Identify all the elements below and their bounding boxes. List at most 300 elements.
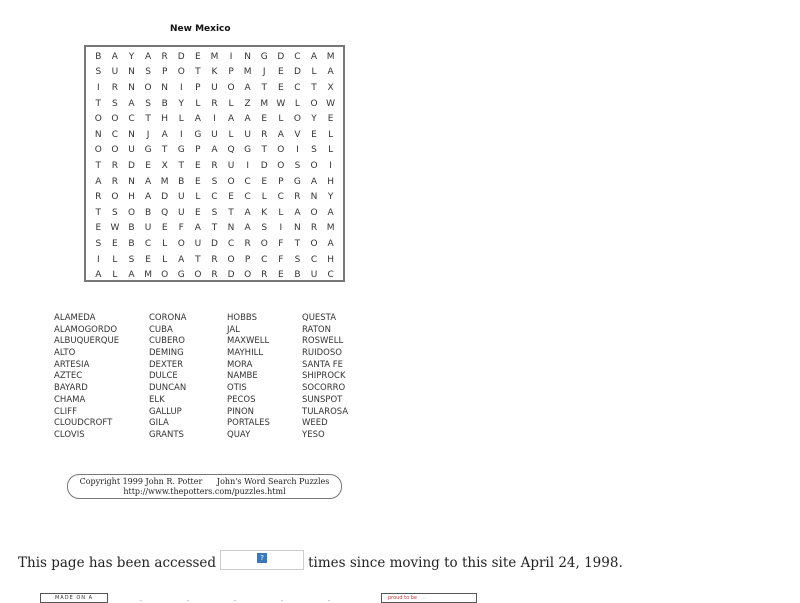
grid-cell: W: [110, 223, 120, 234]
grid-cell: A: [95, 270, 102, 281]
broken-image-icon: ?: [257, 553, 267, 563]
grid-cell: Q: [227, 145, 235, 156]
grid-cell: A: [144, 176, 152, 187]
grid-cell: O: [277, 145, 285, 156]
grid-cell: U: [144, 223, 152, 234]
grid-cell: B: [95, 51, 102, 62]
grid-cell: O: [310, 238, 318, 249]
word-list-item: ARTESIA: [54, 359, 90, 370]
grid-cell: O: [260, 238, 268, 249]
grid-cell: S: [294, 254, 301, 265]
grid-cell: L: [294, 98, 300, 109]
grid-cell: B: [128, 223, 135, 234]
grid-cell: O: [293, 114, 301, 125]
grid-cell: L: [195, 192, 201, 203]
grid-cell: L: [195, 98, 201, 109]
word-list-item: YESO: [302, 429, 325, 440]
grid-cell: Z: [244, 98, 251, 109]
grid-cell: D: [177, 51, 185, 62]
grid-cell: T: [261, 145, 267, 156]
word-list-item: ROSWELL: [302, 336, 344, 347]
grid-cell: S: [261, 223, 268, 234]
word-list-item: DEMING: [149, 348, 184, 359]
grid-cell: C: [128, 114, 135, 125]
access-counter-line: [18, 553, 623, 573]
grid-cell: D: [227, 270, 235, 281]
grid-cell: O: [127, 207, 136, 218]
grid-cell: S: [95, 67, 102, 78]
grid-cell: G: [177, 270, 185, 281]
grid-cell: T: [195, 67, 201, 78]
grid-cell: H: [128, 192, 135, 203]
grid-cell: D: [293, 67, 301, 78]
grid-cell: A: [327, 207, 334, 218]
word-list-item: SANTA FE: [302, 359, 344, 370]
grid-cell: M: [160, 176, 169, 187]
dot: .: [281, 596, 283, 603]
grid-cell: J: [146, 129, 150, 140]
grid-cell: E: [161, 223, 168, 234]
word-list-item: DUNCAN: [149, 383, 187, 394]
word-list-item: CLIFF: [54, 406, 77, 417]
grid-cell: A: [244, 114, 251, 125]
grid-cell: T: [145, 114, 151, 125]
grid-cell: E: [277, 270, 284, 281]
grid-cell: A: [277, 129, 284, 140]
copyright-url-link[interactable]: http://www.thepotters.com/puzzles.html: [123, 487, 286, 496]
grid-cell: M: [326, 51, 335, 62]
word-list-item: DEXTER: [149, 359, 184, 370]
grid-cell: T: [161, 145, 168, 156]
grid-cell: T: [294, 238, 301, 249]
grid-cell: O: [310, 207, 318, 218]
proud-badge-faded-text: ...: [420, 595, 426, 601]
grid-cell: O: [227, 82, 235, 93]
word-list-item: MORA: [227, 359, 253, 370]
grid-cell: G: [293, 176, 301, 187]
grid-row: [90, 143, 339, 159]
word-list-item: OTIS: [227, 383, 247, 394]
word-list-item: ALAMOGORDO: [54, 324, 118, 335]
grid-cell: P: [244, 254, 251, 265]
grid-cell: O: [177, 67, 185, 78]
grid-cell: N: [128, 176, 135, 187]
grid-cell: I: [296, 145, 299, 156]
grid-cell: O: [277, 160, 285, 171]
grid-cell: C: [244, 176, 251, 187]
grid-cell: A: [144, 192, 152, 203]
grid-cell: R: [95, 192, 102, 203]
grid-cell: T: [95, 207, 102, 218]
grid-cell: A: [111, 51, 118, 62]
grid-cell: A: [244, 207, 251, 218]
grid-cell: E: [195, 207, 201, 218]
word-list-item: GRANTS: [149, 429, 184, 440]
grid-cell: O: [94, 114, 102, 125]
word-list-column-1: [54, 313, 119, 442]
grid-cell: G: [144, 145, 152, 156]
grid-row: [90, 252, 339, 268]
grid-cell: E: [228, 192, 234, 203]
grid-cell: L: [328, 129, 334, 140]
copyright-box: [67, 474, 342, 499]
word-list-item: GILA: [149, 418, 169, 429]
grid-cell: B: [294, 270, 301, 281]
word-list-item: CLOVIS: [54, 429, 85, 440]
dot: .: [140, 596, 142, 603]
grid-cell: A: [310, 51, 318, 62]
word-list-item: PORTALES: [227, 418, 270, 429]
grid-cell: S: [294, 160, 301, 171]
grid-cell: F: [278, 254, 284, 265]
grid-cell: A: [128, 98, 135, 109]
grid-cell: M: [144, 270, 152, 281]
word-list-item: AZTEC: [54, 371, 83, 382]
grid-cell: A: [244, 223, 251, 234]
grid-cell: U: [211, 129, 218, 140]
word-list-item: CLOUDCROFT: [54, 418, 113, 429]
grid-cell: H: [161, 114, 169, 125]
grid-cell: O: [161, 270, 169, 281]
access-suffix: times since moving to this site April 24, 1998.: [308, 555, 623, 571]
dot: .: [328, 596, 330, 603]
word-list-item: CHAMA: [54, 394, 86, 405]
grid-cell: N: [128, 67, 135, 78]
grid-cell: W: [276, 98, 286, 109]
word-list-item: PECOS: [227, 394, 256, 405]
grid-cell: I: [279, 223, 283, 234]
grid-cell: E: [261, 176, 268, 187]
grid-cell: U: [111, 67, 119, 78]
grid-cell: B: [161, 98, 168, 109]
grid-row: [90, 96, 339, 112]
grid-cell: L: [328, 145, 334, 156]
grid-cell: I: [179, 129, 183, 140]
word-list-item: CUBERO: [149, 336, 185, 347]
grid-cell: N: [294, 223, 301, 234]
grid-cell: L: [112, 270, 118, 281]
word-list-item: ALBUQUERQUE: [54, 336, 120, 347]
grid-cell: Y: [178, 98, 185, 109]
grid-cell: R: [294, 192, 301, 203]
grid-cell: G: [260, 51, 268, 62]
grid-cell: S: [311, 145, 317, 156]
grid-cell: L: [311, 67, 317, 78]
grid-cell: U: [194, 238, 202, 249]
grid-cell: E: [195, 160, 201, 171]
grid-cell: L: [228, 98, 234, 109]
grid-cell: L: [178, 114, 184, 125]
grid-cell: V: [294, 129, 301, 140]
grid-cell: C: [244, 192, 251, 203]
word-list-item: RATON: [302, 324, 331, 335]
grid-cell: N: [310, 192, 318, 203]
grid-cell: R: [211, 254, 218, 265]
hit-counter-image: [220, 550, 304, 570]
grid-cell: Y: [128, 51, 135, 62]
grid-cell: S: [112, 207, 118, 218]
proud-to-be-badge[interactable]: [381, 593, 477, 603]
grid-cell: S: [211, 176, 218, 187]
grid-cell: T: [261, 82, 267, 93]
word-list-item: HOBBS: [227, 313, 257, 323]
grid-row: [90, 189, 339, 205]
grid-cell: R: [111, 176, 119, 187]
grid-cell: O: [310, 98, 318, 109]
grid-cell: O: [111, 145, 119, 156]
grid-cell: H: [327, 254, 334, 265]
grid-row: [90, 80, 339, 96]
grid-cell: O: [194, 270, 202, 281]
grid-cell: E: [145, 160, 151, 171]
grid-cell: O: [144, 82, 152, 93]
grid-cell: N: [128, 129, 135, 140]
grid-cell: N: [94, 129, 102, 140]
word-list-item: GALLUP: [149, 406, 182, 417]
word-list-item: NAMBE: [227, 371, 258, 382]
grid-cell: A: [327, 238, 334, 249]
grid-cell: A: [128, 270, 135, 281]
grid-cell: A: [227, 114, 235, 125]
word-list-item: ELK: [149, 394, 165, 405]
grid-cell: X: [161, 160, 168, 171]
grid-cell: G: [177, 145, 185, 156]
grid-cell: U: [177, 192, 185, 203]
grid-cell: P: [278, 176, 284, 187]
grid-cell: I: [246, 160, 249, 171]
grid-cell: A: [310, 176, 318, 187]
grid-cell: E: [95, 223, 102, 234]
grid-cell: S: [128, 254, 135, 265]
grid-cell: P: [195, 82, 201, 93]
grid-cell: C: [211, 192, 218, 203]
grid-cell: Y: [311, 114, 317, 125]
grid-cell: R: [244, 238, 251, 249]
grid-cell: R: [261, 129, 268, 140]
word-list-column-2: [149, 313, 186, 442]
access-prefix: This page has been accessed: [18, 555, 217, 571]
word-list-item: TULAROSA: [302, 406, 349, 417]
grid-cell: I: [229, 51, 233, 62]
proud-badge-label: proud to be: [388, 595, 417, 601]
grid-cell: I: [213, 114, 216, 125]
grid-cell: R: [211, 270, 218, 281]
grid-cell: B: [128, 238, 135, 249]
grid-cell: E: [327, 114, 334, 125]
grid-cell: P: [161, 67, 168, 78]
grid-cell: E: [277, 82, 284, 93]
grid-cell: D: [161, 192, 169, 203]
grid-cell: A: [194, 114, 201, 125]
grid-cell: T: [95, 98, 102, 109]
grid-cell: Q: [161, 207, 169, 218]
grid-row: [90, 65, 339, 81]
word-list-item: WEED: [302, 418, 328, 429]
grid-cell: D: [128, 160, 135, 171]
grid-cell: I: [96, 254, 100, 265]
copyright-owner: Copyright 1999 John R. Potter: [79, 477, 203, 486]
grid-cell: G: [244, 145, 252, 156]
grid-cell: E: [195, 51, 201, 62]
grid-cell: O: [227, 254, 235, 265]
grid-cell: D: [210, 238, 218, 249]
grid-cell: P: [195, 145, 201, 156]
grid-cell: E: [311, 129, 317, 140]
grid-cell: C: [294, 82, 301, 93]
grid-cell: E: [261, 114, 268, 125]
word-list-item: QUESTA: [302, 313, 337, 323]
grid-cell: A: [244, 82, 251, 93]
grid-cell: X: [327, 82, 334, 93]
grid-cell: L: [162, 238, 168, 249]
grid-cell: N: [227, 223, 235, 234]
grid-cell: G: [194, 129, 202, 140]
grid-cell: T: [95, 160, 102, 171]
grid-cell: E: [112, 238, 118, 249]
grid-cell: C: [144, 238, 152, 249]
grid-cell: U: [310, 270, 318, 281]
grid-row: [90, 111, 339, 127]
grid-cell: R: [310, 223, 318, 234]
puzzle-title: New Mexico: [170, 24, 231, 34]
grid-cell: F: [278, 238, 284, 249]
word-list-item: DULCE: [149, 371, 178, 382]
word-list-item: CUBA: [149, 324, 173, 335]
grid-cell: R: [211, 160, 218, 171]
word-list-item: ALTO: [54, 348, 76, 359]
grid-cell: U: [227, 160, 235, 171]
grid-cell: R: [261, 270, 268, 281]
grid-cell: A: [95, 176, 102, 187]
grid-row: [90, 49, 339, 65]
word-list-item: JAL: [227, 324, 240, 335]
grid-cell: M: [210, 51, 219, 62]
grid-cell: N: [128, 82, 135, 93]
grid-cell: L: [278, 114, 284, 125]
grid-cell: O: [227, 176, 235, 187]
grid-cell: K: [261, 207, 268, 218]
grid-cell: O: [177, 238, 185, 249]
grid-cell: U: [211, 82, 218, 93]
grid-cell: U: [128, 145, 135, 156]
grid-cell: O: [244, 270, 252, 281]
grid-cell: S: [112, 98, 118, 109]
made-on-a-mac-badge[interactable]: MADE ON A: [40, 593, 108, 603]
grid-cell: O: [111, 114, 119, 125]
grid-row: [90, 174, 339, 190]
grid-cell: T: [178, 160, 185, 171]
grid-cell: S: [95, 238, 102, 249]
word-list-column-3: [227, 313, 270, 442]
word-list-item: BAYARD: [54, 383, 88, 394]
grid-cell: S: [211, 207, 218, 218]
grid-cell: O: [310, 160, 318, 171]
grid-cell: T: [228, 207, 234, 218]
grid-row: [90, 158, 339, 174]
grid-cell: H: [327, 176, 334, 187]
grid-cell: S: [145, 98, 151, 109]
grid-cell: O: [111, 192, 119, 203]
grid-cell: R: [161, 51, 168, 62]
word-list-item: CORONA: [149, 313, 187, 323]
grid-cell: L: [162, 254, 168, 265]
grid-cell: A: [144, 51, 152, 62]
grid-cell: L: [112, 254, 118, 265]
grid-cell: M: [243, 67, 252, 78]
grid-cell: A: [211, 145, 218, 156]
grid-cell: R: [111, 82, 119, 93]
grid-row: [90, 127, 339, 143]
grid-cell: T: [195, 254, 201, 265]
grid-cell: R: [211, 98, 218, 109]
grid-cell: L: [261, 192, 267, 203]
grid-cell: B: [178, 176, 185, 187]
grid-cell: J: [262, 67, 266, 78]
grid-cell: C: [327, 270, 334, 281]
grid-cell: U: [177, 207, 185, 218]
grid-cell: K: [211, 67, 218, 78]
grid-cell: D: [277, 51, 285, 62]
grid-cell: M: [260, 98, 269, 109]
copyright-site-name: John's Word Search Puzzles: [216, 477, 330, 486]
grid-cell: S: [145, 67, 151, 78]
grid-cell: I: [96, 82, 100, 93]
grid-cell: M: [326, 223, 335, 234]
grid-cell: I: [329, 160, 332, 171]
word-list-item: SOCORRO: [302, 383, 346, 394]
word-list-column-4: [302, 313, 348, 442]
grid-cell: C: [294, 51, 301, 62]
grid-row: [90, 205, 339, 221]
grid-cell: C: [277, 192, 284, 203]
grid-cell: W: [326, 98, 336, 109]
grid-cell: C: [111, 129, 119, 140]
grid-cell: A: [294, 207, 301, 218]
word-search-grid: [84, 45, 345, 282]
grid-cell: L: [228, 129, 234, 140]
grid-cell: E: [145, 254, 151, 265]
word-list-item: RUIDOSO: [302, 348, 342, 359]
grid-cell: F: [178, 223, 184, 234]
grid-cell: T: [311, 82, 317, 93]
grid-cell: B: [144, 207, 152, 218]
grid-cell: C: [310, 254, 318, 265]
grid-cell: P: [228, 67, 234, 78]
grid-cell: A: [161, 129, 168, 140]
grid-cell: E: [277, 67, 284, 78]
grid-cell: E: [195, 176, 201, 187]
grid-cell: N: [244, 51, 251, 62]
grid-cell: A: [327, 67, 334, 78]
grid-cell: A: [194, 223, 201, 234]
grid-cell: N: [161, 82, 169, 93]
word-list-item: MAXWELL: [227, 336, 270, 347]
grid-row: [90, 221, 339, 237]
grid-cell: U: [244, 129, 251, 140]
word-list-item: QUAY: [227, 429, 251, 440]
word-list-item: SHIPROCK: [302, 371, 346, 382]
grid-cell: L: [278, 207, 284, 218]
dot: .: [234, 596, 236, 603]
grid-cell: R: [111, 160, 119, 171]
grid-cell: C: [261, 254, 268, 265]
word-list-item: ALAMEDA: [54, 313, 96, 323]
grid-cell: D: [260, 160, 268, 171]
grid-cell: A: [178, 254, 185, 265]
grid-cell: Y: [327, 192, 334, 203]
grid-cell: I: [179, 82, 183, 93]
dot: .: [187, 596, 189, 603]
